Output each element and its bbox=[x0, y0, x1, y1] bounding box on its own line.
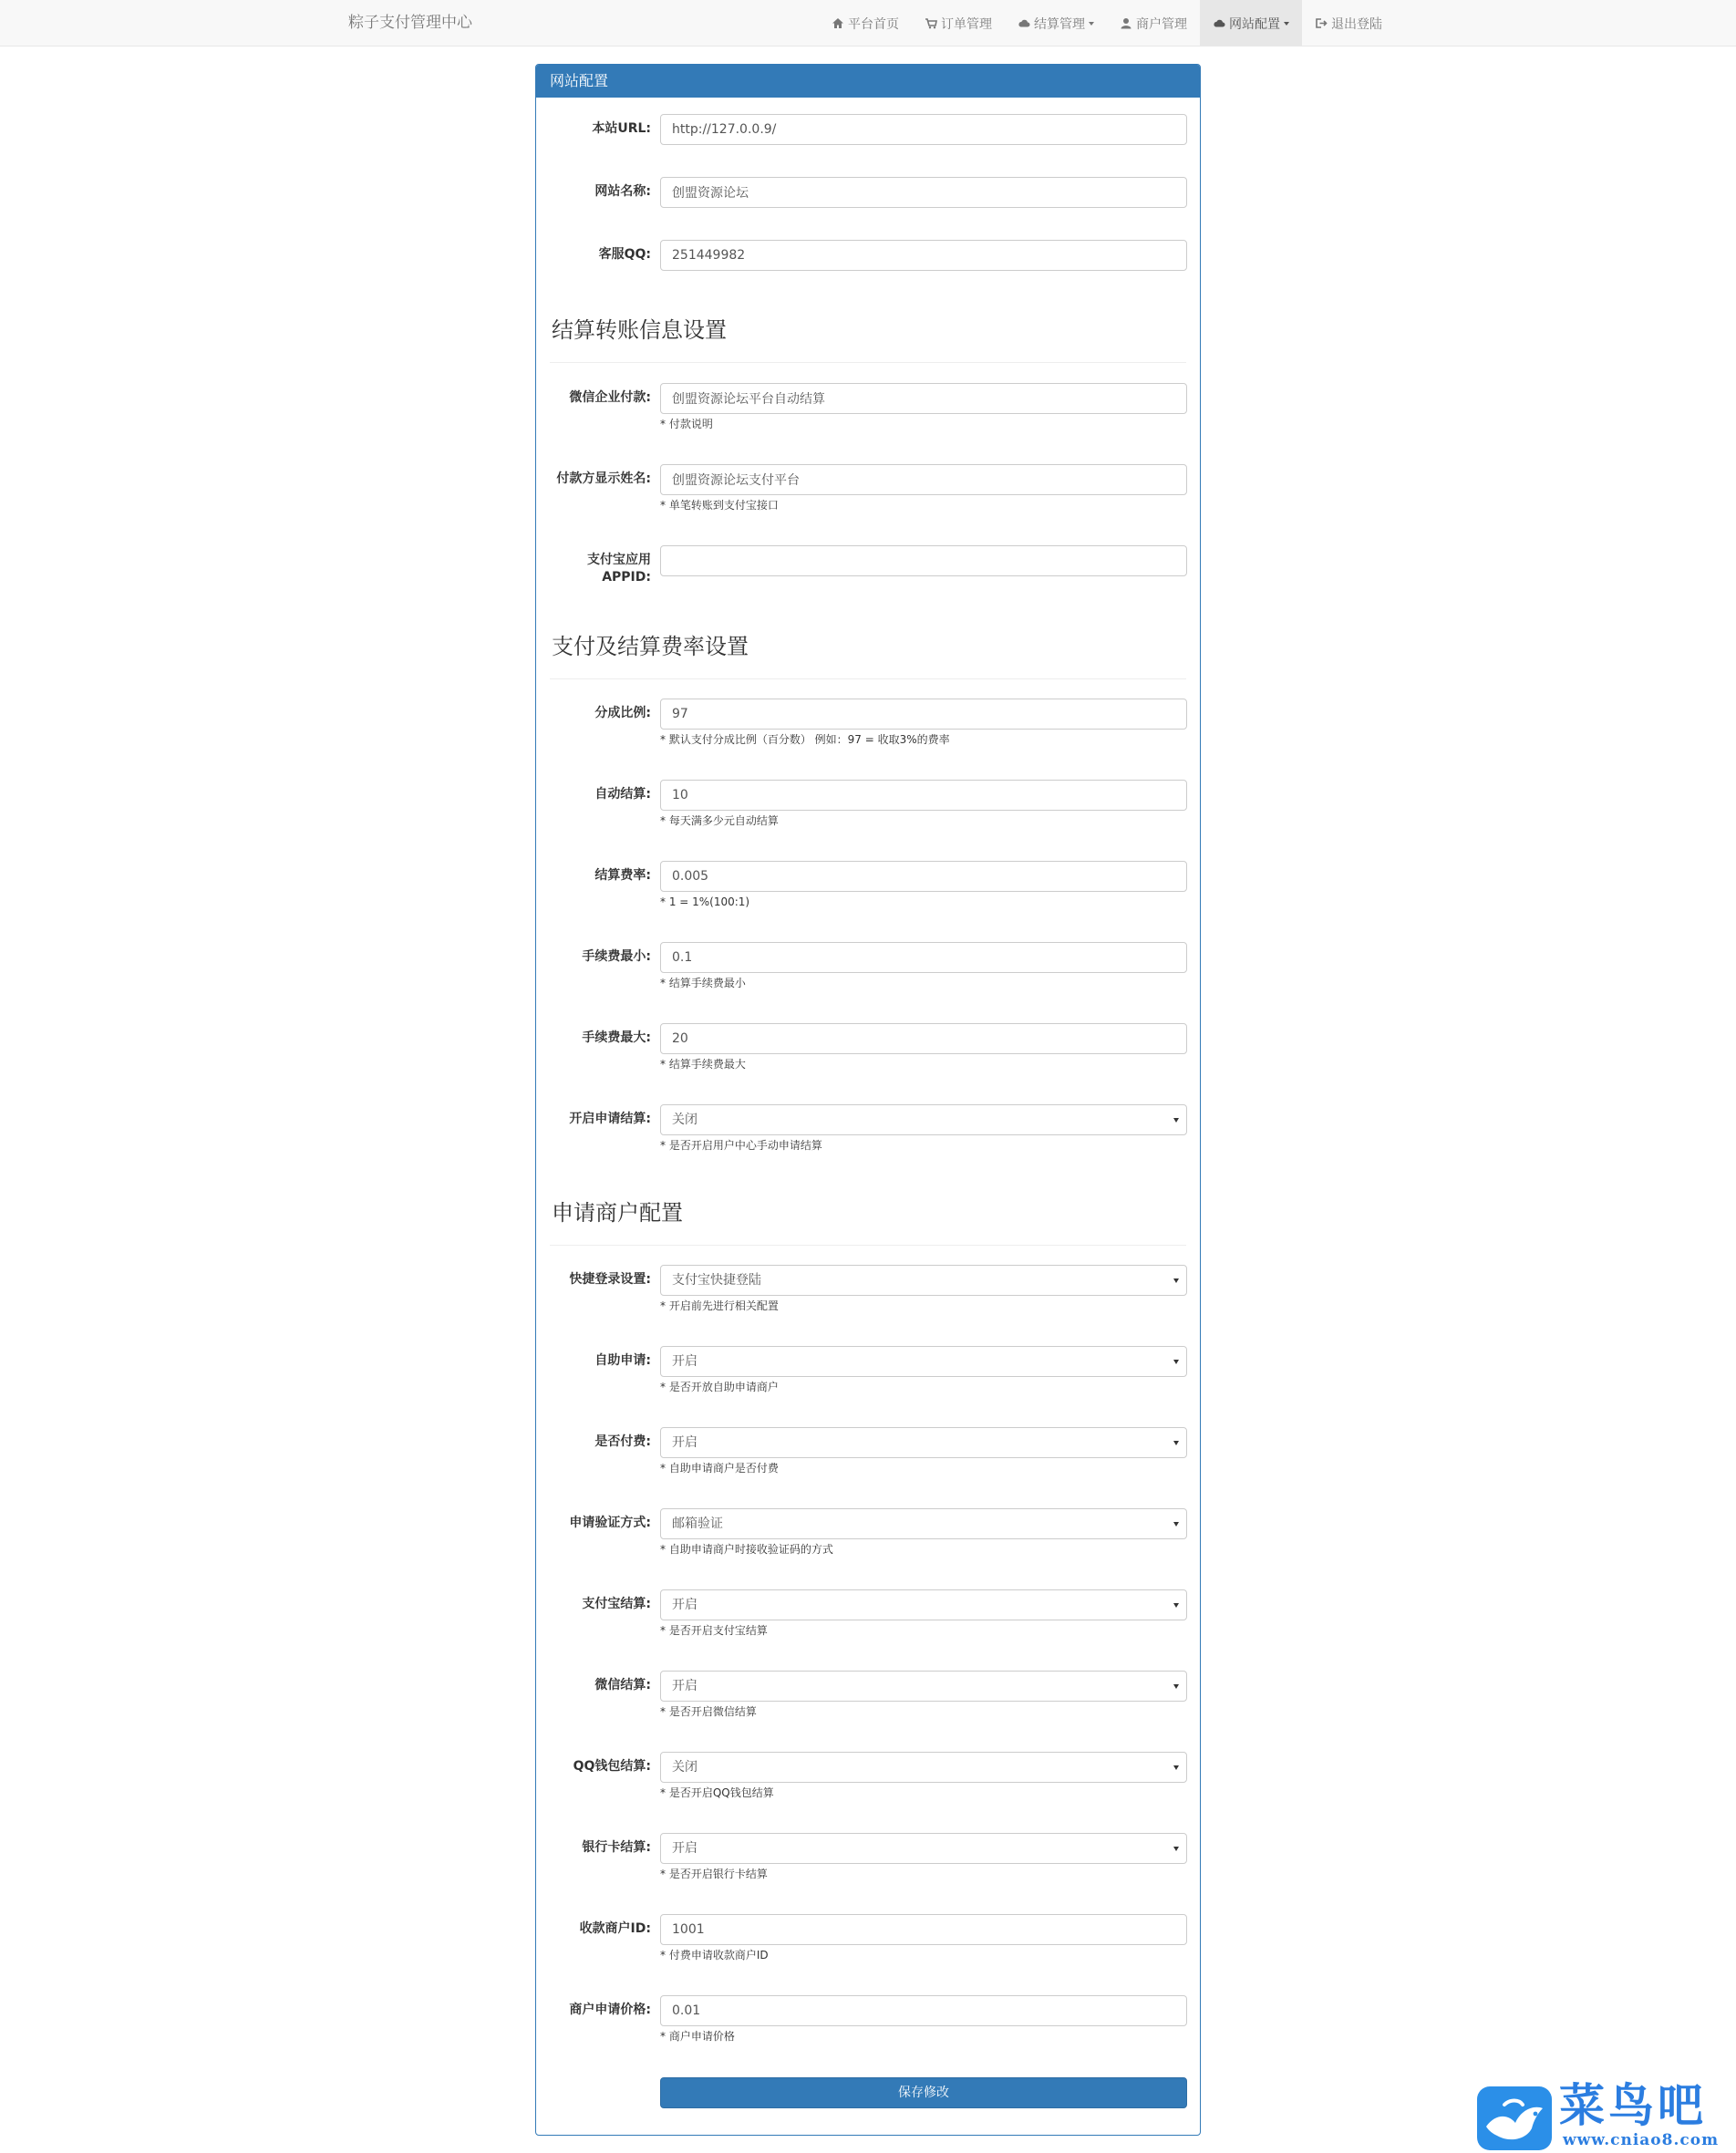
brand-title[interactable]: 粽子支付管理中心 bbox=[348, 14, 472, 32]
self-apply-select[interactable] bbox=[660, 1346, 1187, 1377]
qq-settle-label: QQ钱包结算: bbox=[573, 1759, 651, 1774]
wx-settle-value: 开启 bbox=[672, 1679, 698, 1693]
save-button[interactable]: 保存修改 bbox=[660, 2077, 1187, 2108]
watermark-url: www.cniao8.com bbox=[1563, 2131, 1720, 2149]
auto-settle-label: 自动结算: bbox=[594, 787, 651, 802]
section-divider bbox=[550, 1245, 1186, 1246]
site-url-input[interactable] bbox=[660, 114, 1187, 145]
qq-settle-select[interactable] bbox=[660, 1752, 1187, 1783]
chevron-down-icon bbox=[1284, 22, 1289, 26]
nav-item-orders[interactable] bbox=[912, 0, 1005, 47]
alipay-appid-label: 支付宝应用APPID: bbox=[587, 553, 651, 585]
cart-icon bbox=[925, 17, 937, 29]
apply-settle-select[interactable] bbox=[660, 1104, 1187, 1135]
quick-login-label: 快捷登录设置: bbox=[569, 1272, 651, 1287]
site-config-panel bbox=[535, 64, 1201, 2136]
chevron-down-icon bbox=[1173, 1360, 1179, 1364]
self-apply-label: 自助申请: bbox=[594, 1353, 651, 1368]
chevron-down-icon bbox=[1173, 1118, 1179, 1123]
fee-min-label: 手续费最小: bbox=[582, 949, 651, 964]
settle-rate-input[interactable] bbox=[660, 861, 1187, 892]
watermark-logo bbox=[1477, 2078, 1736, 2153]
bank-settle-label: 银行卡结算: bbox=[582, 1840, 651, 1855]
cloud-icon bbox=[1018, 17, 1030, 29]
nav-label-orders: 订单管理 bbox=[941, 16, 992, 32]
alipay-settle-label: 支付宝结算: bbox=[582, 1597, 651, 1611]
receive-id-input[interactable] bbox=[660, 1914, 1187, 1945]
chevron-down-icon bbox=[1173, 1278, 1179, 1283]
nav-label-logout: 退出登陆 bbox=[1331, 16, 1382, 32]
share-ratio-label: 分成比例: bbox=[594, 706, 651, 720]
self-apply-help: * 是否开放自助申请商户 bbox=[660, 1381, 779, 1393]
nav-item-settlement[interactable] bbox=[1005, 0, 1107, 47]
section-title-merchant: 申请商户配置 bbox=[552, 1200, 683, 1226]
nav-menu bbox=[819, 0, 1395, 47]
fee-min-help: * 结算手续费最小 bbox=[660, 977, 746, 989]
qq-settle-value: 关闭 bbox=[672, 1760, 698, 1775]
verify-method-help: * 自助申请商户时接收验证码的方式 bbox=[660, 1543, 833, 1556]
nav-item-logout[interactable] bbox=[1302, 0, 1395, 47]
payer-name-help: * 单笔转账到支付宝接口 bbox=[660, 499, 779, 512]
nav-item-merchants[interactable] bbox=[1107, 0, 1200, 47]
quick-login-value: 支付宝快捷登陆 bbox=[672, 1273, 761, 1288]
fee-min-input[interactable] bbox=[660, 942, 1187, 973]
settle-rate-help: * 1 = 1%(100:1) bbox=[660, 895, 750, 908]
alipay-settle-select[interactable] bbox=[660, 1589, 1187, 1620]
quick-login-help: * 开启前先进行相关配置 bbox=[660, 1299, 779, 1312]
bank-settle-help: * 是否开启银行卡结算 bbox=[660, 1868, 768, 1880]
verify-method-select[interactable] bbox=[660, 1508, 1187, 1539]
fee-max-label: 手续费最大: bbox=[582, 1030, 651, 1045]
chevron-down-icon bbox=[1089, 22, 1094, 26]
cloud-icon bbox=[1213, 17, 1225, 29]
section-title-settle-transfer: 结算转账信息设置 bbox=[552, 317, 727, 343]
need-pay-help: * 自助申请商户是否付费 bbox=[660, 1462, 779, 1475]
nav-label-site-config: 网站配置 bbox=[1229, 16, 1280, 32]
self-apply-value: 开启 bbox=[672, 1354, 698, 1369]
auto-settle-input[interactable] bbox=[660, 780, 1187, 811]
site-name-input[interactable] bbox=[660, 177, 1187, 208]
wx-settle-select[interactable] bbox=[660, 1671, 1187, 1702]
apply-settle-label: 开启申请结算: bbox=[569, 1112, 651, 1126]
need-pay-value: 开启 bbox=[672, 1435, 698, 1450]
apply-price-label: 商户申请价格: bbox=[569, 2003, 651, 2017]
bank-settle-value: 开启 bbox=[672, 1841, 698, 1856]
chevron-down-icon bbox=[1173, 1765, 1179, 1770]
nav-label-merchants: 商户管理 bbox=[1136, 16, 1187, 32]
apply-settle-value: 关闭 bbox=[672, 1113, 698, 1127]
auto-settle-help: * 每天满多少元自动结算 bbox=[660, 814, 779, 827]
logout-icon bbox=[1315, 17, 1328, 29]
section-title-rate: 支付及结算费率设置 bbox=[552, 634, 749, 659]
chevron-down-icon bbox=[1173, 1522, 1179, 1527]
home-icon bbox=[832, 17, 844, 29]
fee-max-help: * 结算手续费最大 bbox=[660, 1058, 746, 1071]
section-divider bbox=[550, 678, 1186, 679]
apply-price-input[interactable] bbox=[660, 1995, 1187, 2026]
need-pay-label: 是否付费: bbox=[594, 1434, 651, 1449]
site-name-label: 网站名称: bbox=[594, 184, 651, 199]
wx-pay-input[interactable] bbox=[660, 383, 1187, 414]
chevron-down-icon bbox=[1173, 1603, 1179, 1608]
receive-id-help: * 付费申请收款商户ID bbox=[660, 1949, 769, 1962]
receive-id-label: 收款商户ID: bbox=[579, 1921, 651, 1936]
nav-item-home[interactable] bbox=[819, 0, 912, 47]
wx-settle-help: * 是否开启微信结算 bbox=[660, 1705, 757, 1718]
chevron-down-icon bbox=[1173, 1684, 1179, 1689]
nav-item-site-config[interactable] bbox=[1200, 0, 1302, 47]
chevron-down-icon bbox=[1173, 1847, 1179, 1851]
chevron-down-icon bbox=[1173, 1441, 1179, 1445]
wx-pay-help: * 付款说明 bbox=[660, 418, 713, 430]
wx-settle-label: 微信结算: bbox=[594, 1678, 651, 1692]
service-qq-input[interactable] bbox=[660, 240, 1187, 271]
panel-title: 网站配置 bbox=[536, 65, 1200, 98]
verify-method-label: 申请验证方式: bbox=[569, 1516, 651, 1530]
bird-logo-icon bbox=[1477, 2086, 1552, 2150]
watermark-name: 菜鸟吧 bbox=[1559, 2078, 1707, 2132]
payer-name-input[interactable] bbox=[660, 464, 1187, 495]
qq-settle-help: * 是否开启QQ钱包结算 bbox=[660, 1786, 774, 1799]
apply-price-help: * 商户申请价格 bbox=[660, 2030, 735, 2043]
navbar bbox=[0, 0, 1736, 47]
quick-login-select[interactable] bbox=[660, 1265, 1187, 1296]
need-pay-select[interactable] bbox=[660, 1427, 1187, 1458]
verify-method-value: 邮箱验证 bbox=[672, 1516, 723, 1531]
wx-pay-label: 微信企业付款: bbox=[569, 390, 651, 405]
user-icon bbox=[1120, 17, 1132, 29]
alipay-settle-help: * 是否开启支付宝结算 bbox=[660, 1624, 768, 1637]
share-ratio-input[interactable] bbox=[660, 699, 1187, 730]
share-ratio-help: * 默认支付分成比例（百分数） 例如：97 = 收取3%的费率 bbox=[660, 733, 950, 746]
settle-rate-label: 结算费率: bbox=[594, 868, 651, 883]
alipay-appid-input[interactable] bbox=[660, 545, 1187, 576]
nav-label-home: 平台首页 bbox=[848, 16, 899, 32]
fee-max-input[interactable] bbox=[660, 1023, 1187, 1054]
site-url-label: 本站URL: bbox=[592, 121, 651, 136]
service-qq-label: 客服QQ: bbox=[598, 247, 651, 262]
apply-settle-help: * 是否开启用户中心手动申请结算 bbox=[660, 1139, 822, 1152]
nav-label-settlement: 结算管理 bbox=[1034, 16, 1085, 32]
payer-name-label: 付款方显示姓名: bbox=[556, 471, 651, 486]
alipay-settle-value: 开启 bbox=[672, 1598, 698, 1612]
bank-settle-select[interactable] bbox=[660, 1833, 1187, 1864]
section-divider bbox=[550, 362, 1186, 363]
